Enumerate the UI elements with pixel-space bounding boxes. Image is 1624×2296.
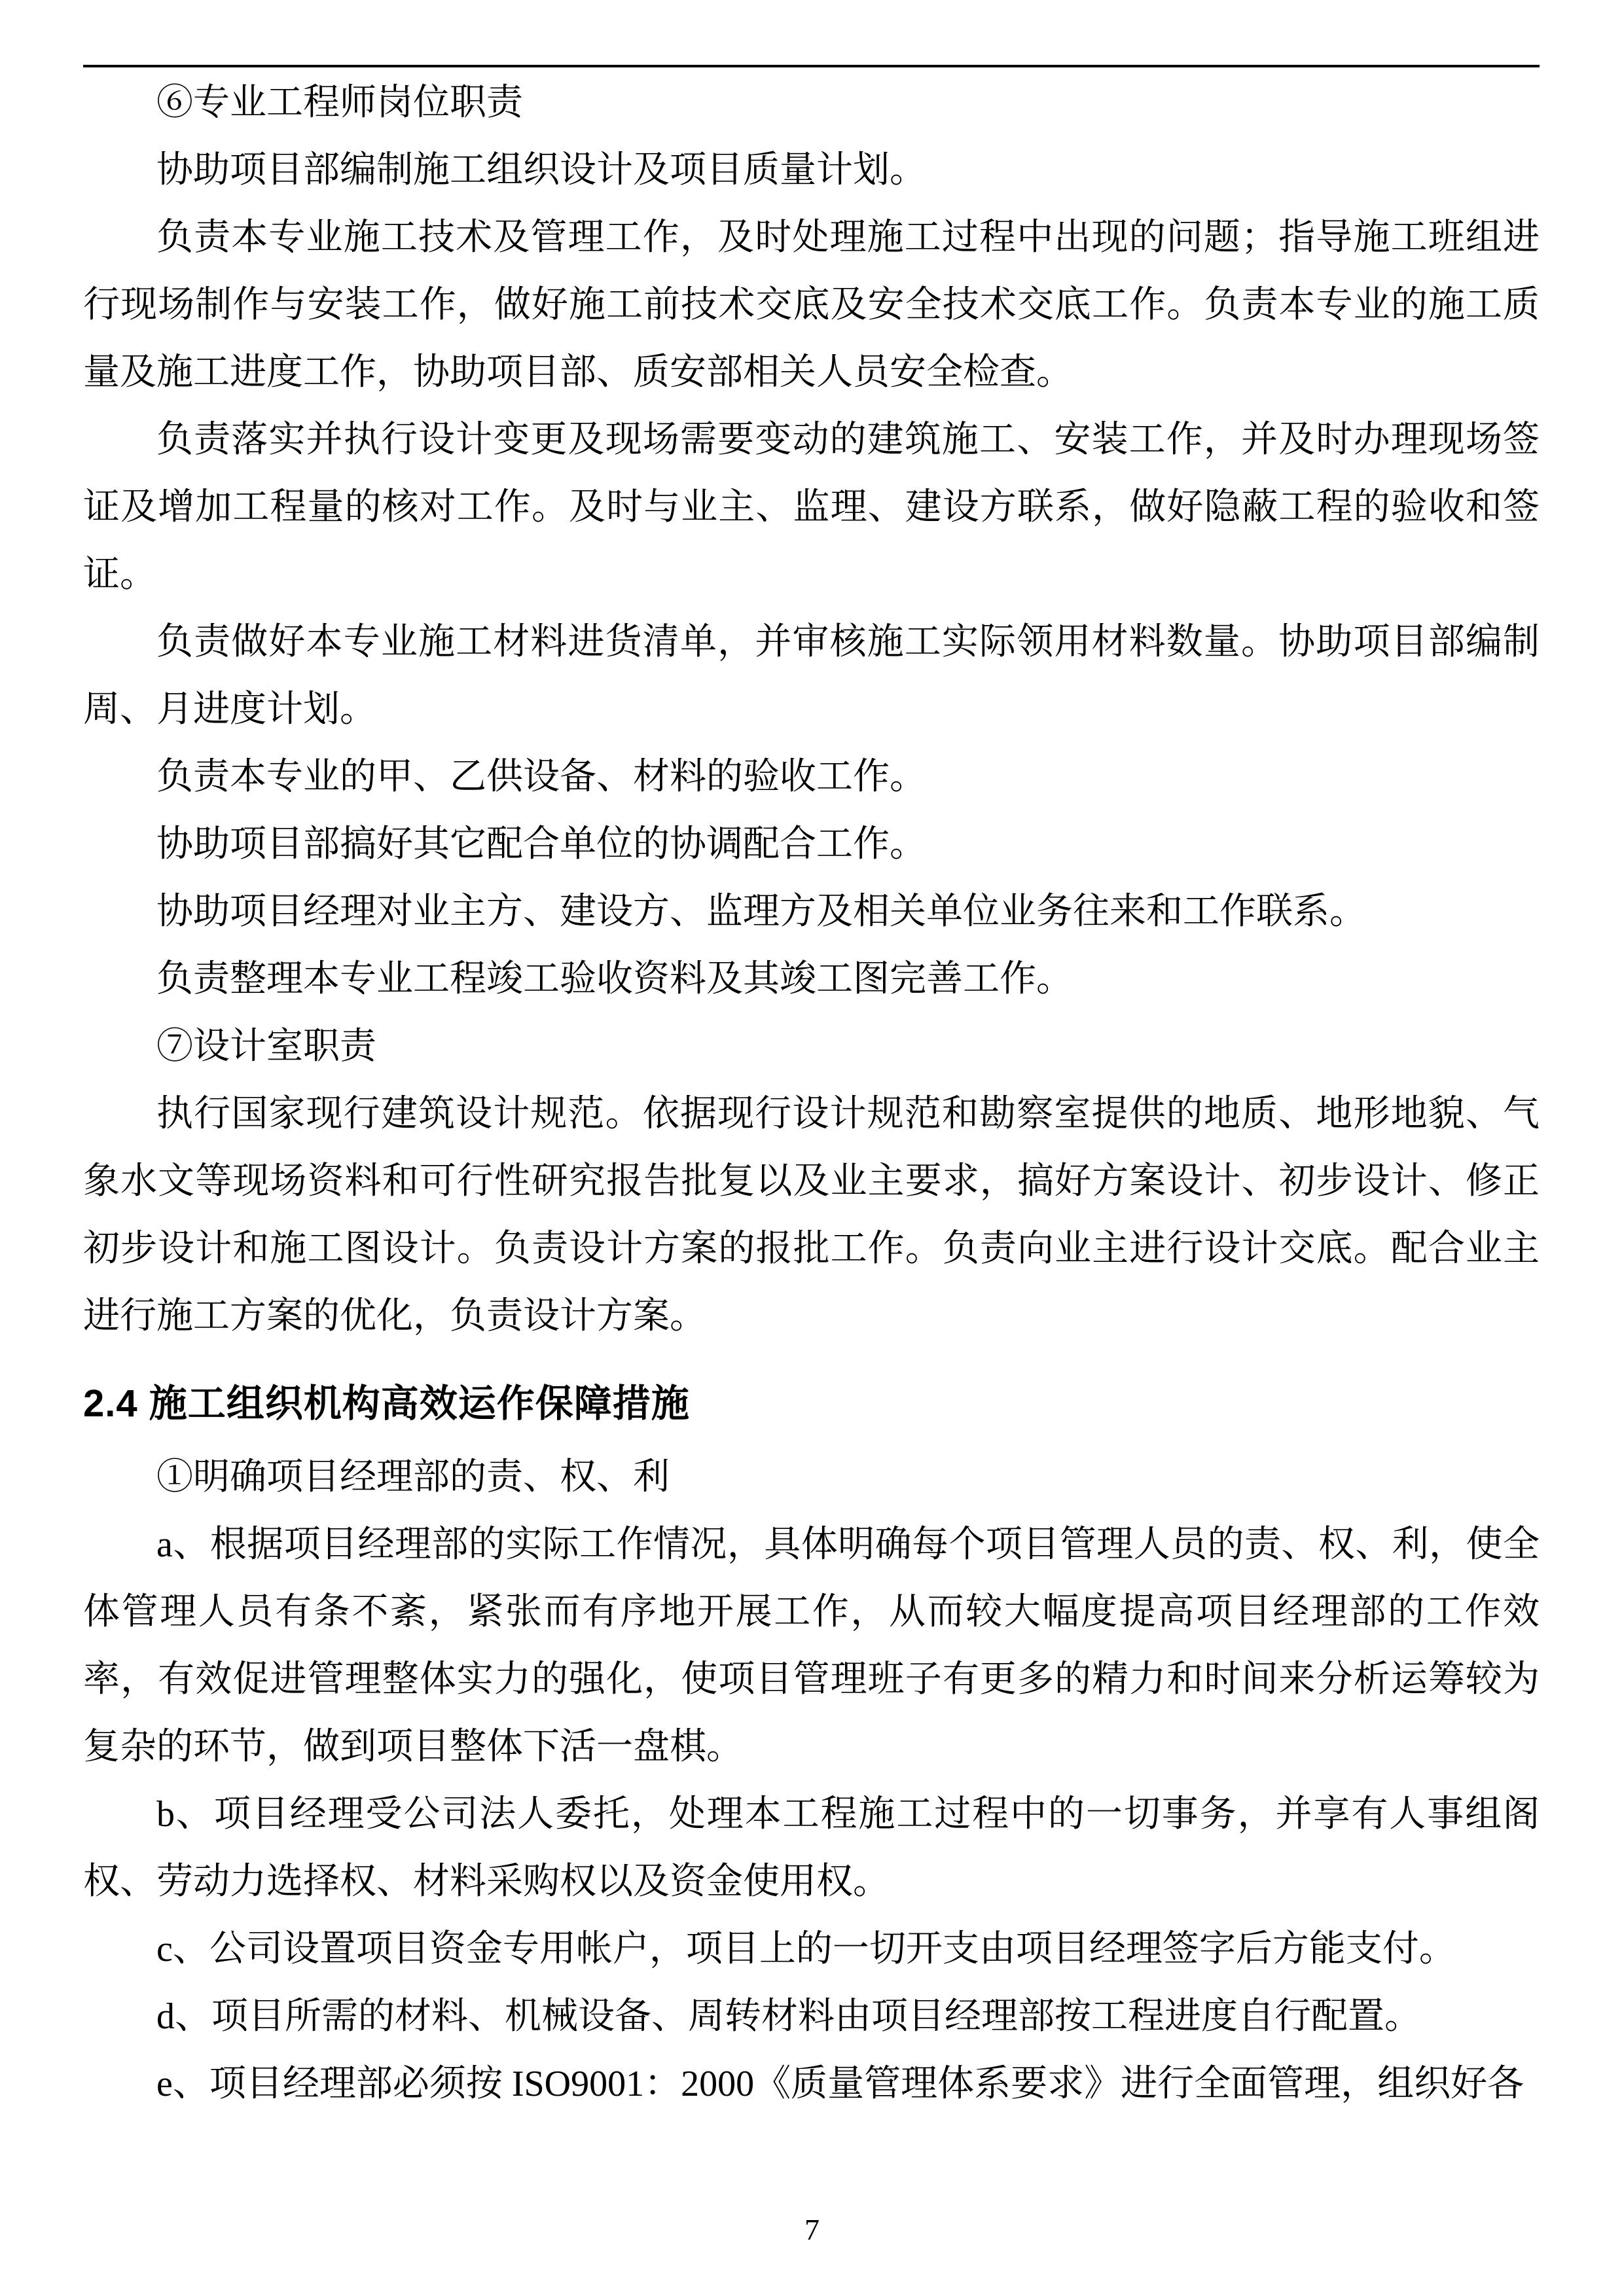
section-heading: 2.4 施工组织机构高效运作保障措施 <box>83 1382 690 1425</box>
paragraph: 负责本专业的甲、乙供设备、材料的验收工作。 <box>156 757 926 797</box>
paragraph: 负责做好本专业施工材料进货清单，并审核施工实际领用材料数量。协助项目部编制周、月进度计划。 <box>83 622 1540 730</box>
paragraph: e、项目经理部必须按 ISO9001：2000《质量管理体系要求》进行全面管理，组织好各 <box>156 2064 1525 2104</box>
header-rule <box>83 65 1540 67</box>
paragraph: ①明确项目经理部的责、权、利 <box>156 1457 670 1498</box>
paragraph: c、公司设置项目资金专用帐户，项目上的一切开支由项目经理签字后方能支付。 <box>156 1929 1456 1969</box>
paragraph: 执行国家现行建筑设计规范。依据现行设计规范和勘察室提供的地质、地形地貌、气象水文等现场资料和可行性研究报告批复以及业主要求，搞好方案设计、初步设计、修正初步设计和施工图设计。负责设计方案的报批工作。负责向业主进行设计交底。配合业主进行施工方案的优化，负责设计方案。 <box>83 1094 1540 1336</box>
paragraph: 负责本专业施工技术及管理工作，及时处理施工过程中出现的问题；指导施工班组进行现场制作与安装工作，做好施工前技术交底及安全技术交底工作。负责本专业的施工质量及施工进度工作，协助项目部、质安部相关人员安全检查。 <box>83 217 1540 393</box>
paragraph: 协助项目部搞好其它配合单位的协调配合工作。 <box>156 824 926 865</box>
document-content <box>83 69 1540 2118</box>
paragraph: d、项目所需的材料、机械设备、周转材料由项目经理部按工程进度自行配置。 <box>156 1996 1421 2037</box>
page-footer <box>0 2215 1624 2245</box>
paragraph: ⑦设计室职责 <box>156 1026 376 1067</box>
paragraph: 负责落实并执行设计变更及现场需要变动的建筑施工、安装工作，并及时办理现场签证及增加工程量的核对工作。及时与业主、监理、建设方联系，做好隐蔽工程的验收和签证。 <box>83 420 1540 595</box>
paragraph: ⑥专业工程师岗位职责 <box>156 82 523 123</box>
paragraph: 协助项目经理对业主方、建设方、监理方及相关单位业务往来和工作联系。 <box>156 891 1366 932</box>
paragraph: 负责整理本专业工程竣工验收资料及其竣工图完善工作。 <box>156 959 1073 999</box>
paragraph: 协助项目部编制施工组织设计及项目质量计划。 <box>156 150 926 190</box>
page-number: 7 <box>804 2213 820 2246</box>
paragraph: a、根据项目经理部的实际工作情况，具体明确每个项目管理人员的责、权、利，使全体管理人员有条不紊，紧张而有序地开展工作，从而较大幅度提高项目经理部的工作效率，有效促进管理整体实力的强化，使项目管理班子有更多的精力和时间来分析运筹较为复杂的环节，做到项目整体下活一盘棋。 <box>83 1524 1540 1767</box>
paragraph: b、项目经理受公司法人委托，处理本工程施工过程中的一切事务，并享有人事组阁权、劳动力选择权、材料采购权以及资金使用权。 <box>83 1794 1540 1902</box>
